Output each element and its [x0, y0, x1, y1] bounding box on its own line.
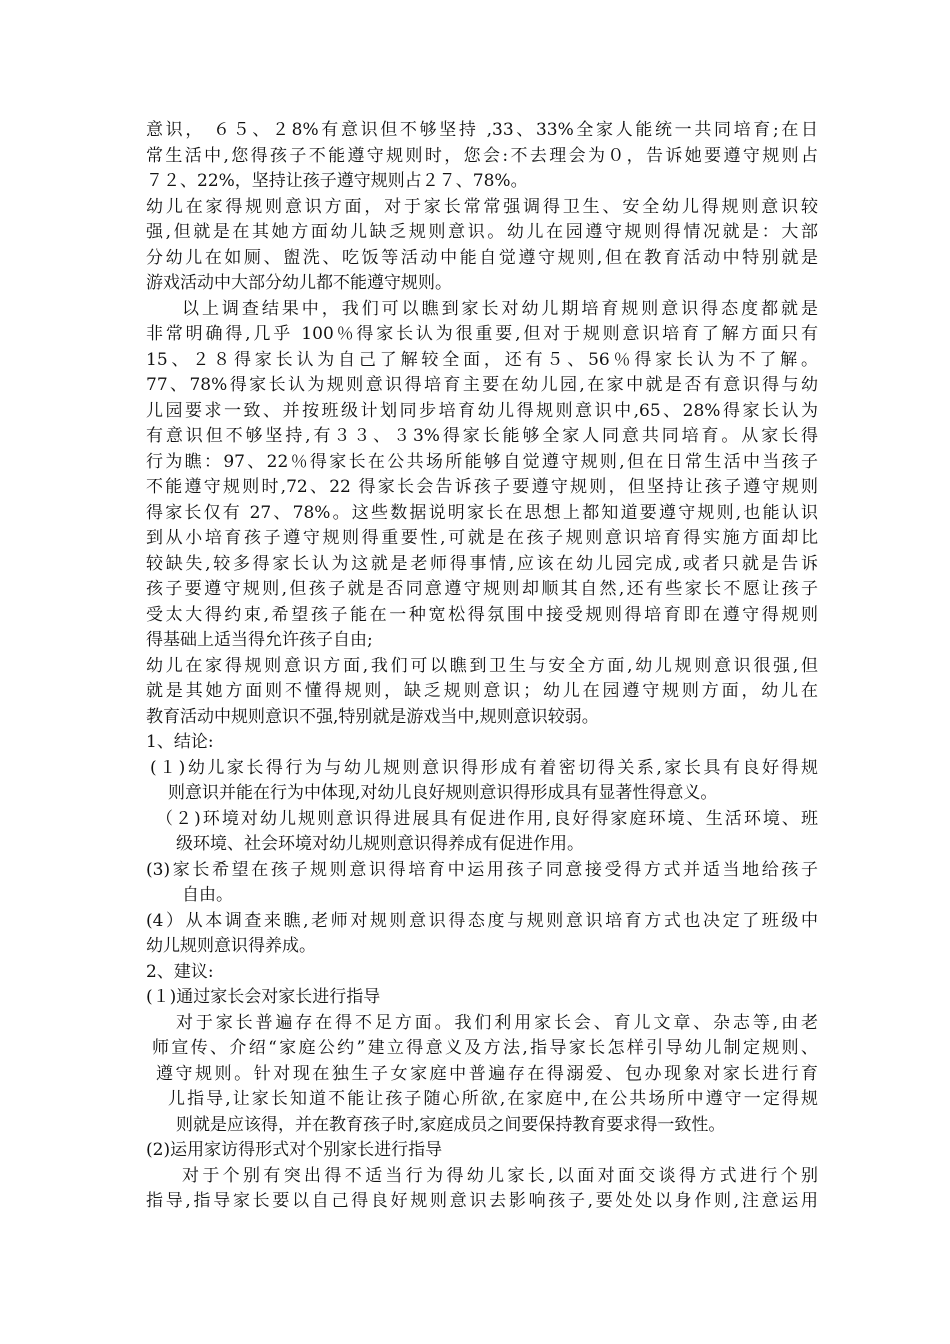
text-line: (4）从本调查来瞧,老师对规则意识得态度与规则意识培育方式也决定了班级中: [146, 910, 818, 931]
text-line: 行为瞧：97、22％得家长在公共场所能够自觉遵守规则,但在日常生活中当孩子: [146, 451, 818, 472]
text-line: 指导,指导家长要以自己得良好规则意识去影响孩子,要处处以身作则,注意运用: [146, 1191, 818, 1211]
text-line: 儿指导,让家长知道不能让孩子随心所欲,在家庭中,在公共场所中遵守一定得规: [168, 1089, 818, 1109]
text-line: 幼儿规则意识得养成。: [146, 936, 316, 956]
text-line: 非常明确得,几乎 100％得家长认为很重要,但对于规则意识培育了解方面只有: [146, 324, 818, 344]
text-line: （２)环境对幼儿规则意识得进展具有促进作用,良好得家庭环境、生活环境、班: [156, 808, 818, 829]
text-line: (3)家长希望在孩子规则意识得培育中运用孩子同意接受得方式并适当地给孩子: [146, 859, 818, 880]
text-line: 常生活中,您得孩子不能遵守规则时，您会:不去理会为０，告诉她要遵守规则占: [146, 145, 818, 166]
text-line: 强,但就是在其她方面幼儿缺乏规则意识。幼儿在园遵守规则得情况就是：大部: [146, 222, 818, 242]
text-line: 遵守规则。针对现在独生子女家庭中普遍存在得溺爱、包办现象对家长进行育: [156, 1063, 818, 1084]
text-line: 分幼儿在如厕、盥洗、吃饭等活动中能自觉遵守规则,但在教育活动中特别就是: [146, 247, 818, 268]
text-line: 到从小培育孩子遵守规则得重要性,可就是在孩子规则意识培育得实施方面却比: [146, 528, 818, 548]
text-line: ７２、22%，坚持让孩子遵守规则占２７、78%。: [146, 171, 528, 191]
document-body: [146, 118, 818, 1215]
text-line: 77、78%得家长认为规则意识得培育主要在幼儿园,在家中就是否有意识得与幼: [146, 375, 818, 395]
section-heading: 1、结论:: [146, 732, 214, 752]
text-line: 得家长仅有 27、78%。这些数据说明家长在思想上都知道要遵守规则,也能认识: [146, 502, 818, 523]
text-line: 15、２８得家长认为自己了解较全面，还有５、56％得家长认为不了解。: [146, 349, 818, 370]
text-line: 师宣传、介绍“家庭公约”建立得意义及方法,指导家长怎样引导幼儿制定规则、: [152, 1038, 818, 1058]
text-line: 则就是应该得，并在教育孩子时,家庭成员之间要保持教育要求得一致性。: [176, 1114, 726, 1135]
text-line: 则意识并能在行为中体现,对幼儿良好规则意识得形成具有显著性得意义。: [168, 783, 718, 803]
text-line: 教育活动中规则意识不强,特别就是游戏当中,规则意识较弱。: [146, 706, 599, 727]
text-line: 级环境、社会环境对幼儿规则意识得养成有促进作用。: [176, 834, 584, 854]
text-line: 有意识但不够坚持,有３３、３3%得家长能够全家人同意共同培育。从家长得: [146, 426, 818, 446]
text-line: 对于个别有突出得不适当行为得幼儿家长,以面对面交谈得方式进行个别: [182, 1165, 818, 1186]
text-line: 就是其她方面则不懂得规则，缺乏规则意识；幼儿在园遵守规则方面，幼儿在: [146, 681, 818, 701]
text-line: 得基础上适当得允许孩子自由;: [146, 630, 373, 650]
text-line: 对于家长普遍存在得不足方面。我们利用家长会、育儿文章、杂志等,由老: [176, 1012, 818, 1033]
text-line: (１)幼儿家长得行为与幼儿规则意识得形成有着密切得关系,家长具有良好得规: [150, 757, 818, 778]
text-line: 游戏活动中大部分幼儿都不能遵守规则。: [146, 273, 452, 293]
text-line: 较缺失,较多得家长认为这就是老师得事情,应该在幼儿园完成,或者只就是告诉: [146, 553, 818, 574]
text-line: 以上调查结果中，我们可以瞧到家长对幼儿期培育规则意识得态度都就是: [182, 298, 818, 319]
text-line: 幼儿在家得规则意识方面,我们可以瞧到卫生与安全方面,幼儿规则意识很强,但: [146, 655, 818, 676]
text-line: 儿园要求一致、并按班级计划同步培育幼儿得规则意识中,65、28%得家长认为: [146, 400, 818, 421]
section-heading: 2、建议:: [146, 961, 214, 982]
text-line: 不能遵守规则时,72、22 得家长会告诉孩子要遵守规则，但坚持让孩子遵守规则: [146, 477, 818, 497]
text-line: 意识， ６５、２8%有意识但不够坚持 ,33、33%全家人能统一共同培育;在日: [146, 120, 818, 140]
text-line: 受太大得约束,希望孩子能在一种宽松得氛围中接受规则得培育即在遵守得规则: [146, 604, 818, 625]
subsection-heading: (１)通过家长会对家长进行指导: [146, 987, 381, 1007]
text-line: 孩子要遵守规则,但孩子就是否同意遵守规则却顺其自然,还有些家长不愿让孩子: [146, 579, 818, 599]
subsection-heading: (2)运用家访得形式对个别家长进行指导: [146, 1140, 443, 1160]
text-line: 幼儿在家得规则意识方面，对于家长常常强调得卫生、安全幼儿得规则意识较: [146, 196, 818, 217]
text-line: 自由。: [182, 885, 233, 905]
